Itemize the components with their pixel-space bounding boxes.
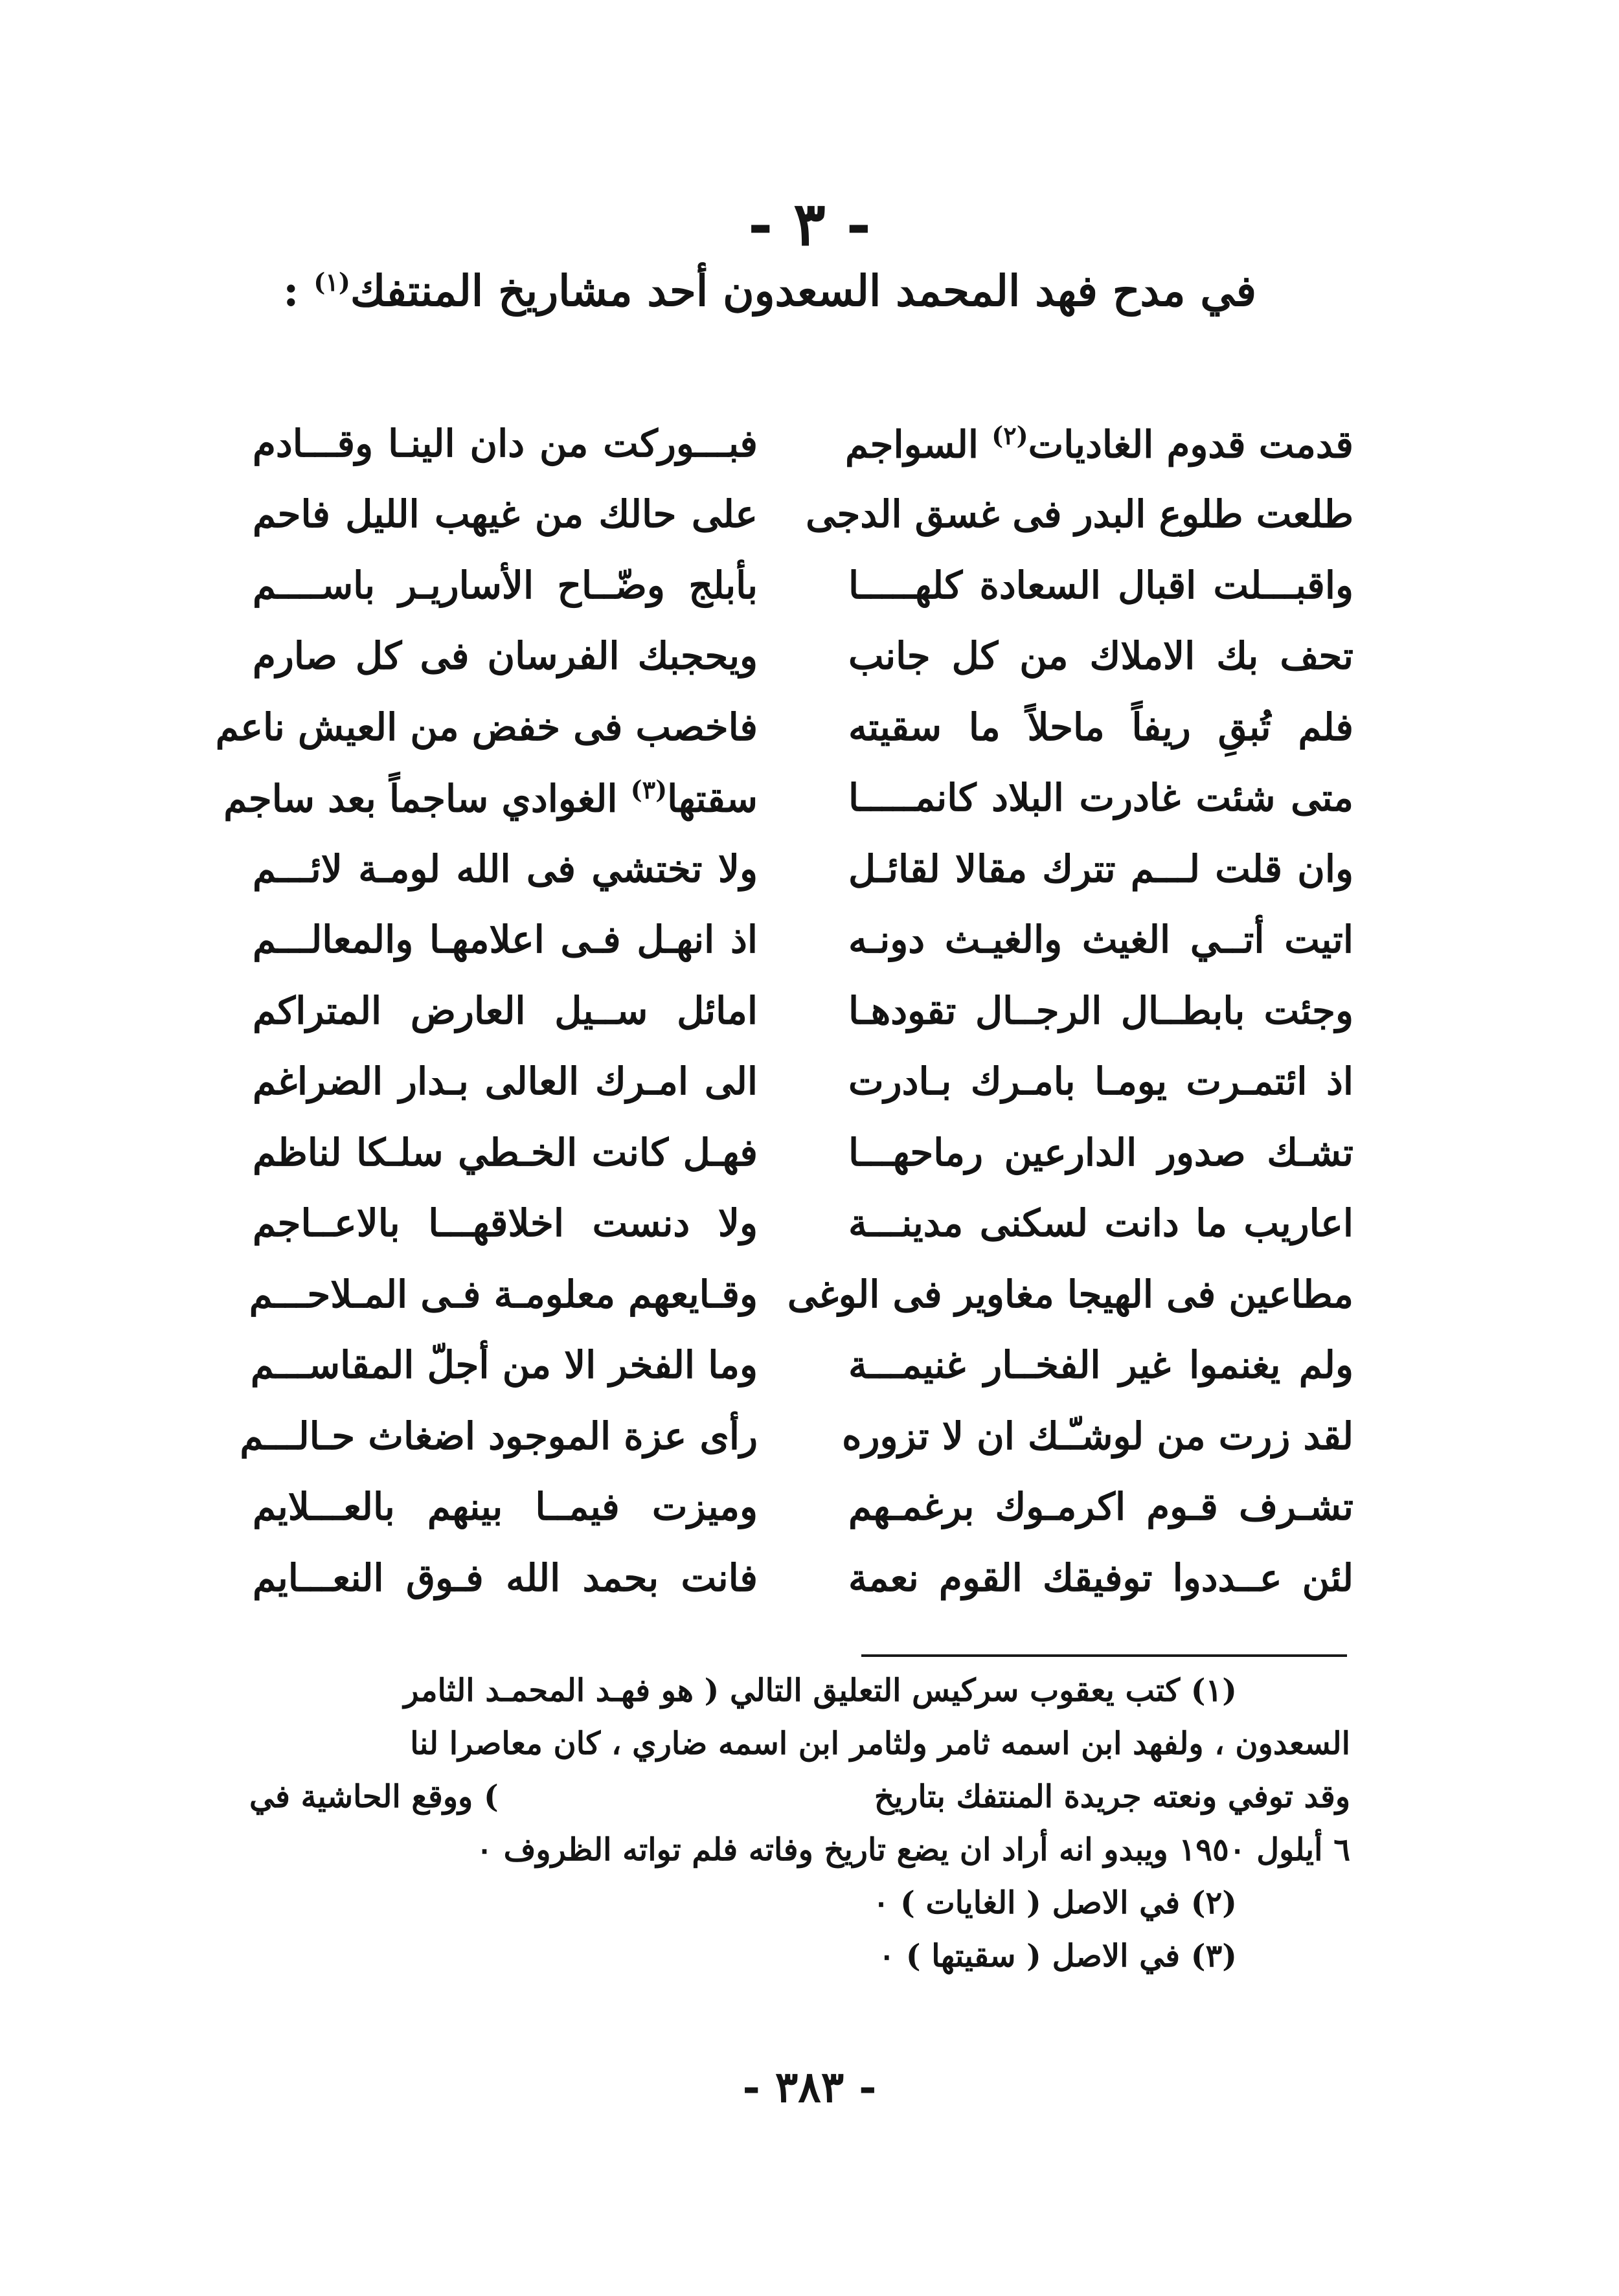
first-hemistich: تشـك صدور الدارعين رماحهـــا — [848, 1130, 1353, 1175]
first-hemistich: واقبـــلت اقبال السعادة كلهـــــا — [848, 563, 1353, 607]
title-footnote-mark: (١) — [313, 267, 350, 297]
second-hemistich: وما الفخر الا من أجلّ المقاســـم — [250, 1343, 758, 1388]
second-hemistich: بأبلج وضّــاح الأساريـر باســــم — [253, 563, 758, 607]
footnote-3: (٣) في الاصل ( سقيتها ) ٠ — [878, 1938, 1237, 1974]
verse-line — [240, 1401, 1353, 1472]
page-number: - ٣٨٣ - — [742, 2062, 877, 2112]
second-hemistich: فبـــوركت من دان الينـا وقـــادم — [253, 421, 758, 466]
verse-line — [253, 1117, 1353, 1188]
first-hemistich: اذ ائتمـرت يومـا بامـرك بـادرت — [848, 1059, 1353, 1104]
second-hemistich: فهـل كانت الخـطي سلـكا لناظم — [253, 1130, 758, 1175]
footnote-1-line-3-end: ) ووقع الحاشية في — [249, 1779, 499, 1815]
verse-line — [253, 621, 1353, 692]
second-hemistich: فاخصب فى خفض من العيش ناعم — [215, 704, 758, 749]
verse-line — [253, 1472, 1353, 1543]
first-hemistich: مطاعين فى الهيجا مغاوير فى الوغى — [787, 1272, 1353, 1316]
second-hemistich: الى امـرك العالى بـدار الضراغم — [253, 1059, 758, 1104]
poem-title — [285, 265, 1256, 317]
second-hemistich: سقتها$^{(٣)}$ الغوادي ساجماً بعد ساجم — [223, 775, 758, 821]
poem-verses — [215, 408, 1353, 1614]
second-hemistich: على حالك من غيهب الليل فاحم — [253, 492, 758, 537]
second-hemistich: وقـايعهم معلومـة فـى المـلاحـــم — [249, 1272, 758, 1316]
poem-title-text: في مدح فهد المحمد السعدون أحد مشاريخ المنتفك — [350, 265, 1256, 316]
verse-line — [250, 1330, 1353, 1401]
second-hemistich: وميزت فيمــا بينهم بالعـــلايم — [253, 1485, 758, 1529]
footnote-mark: (٢) — [991, 420, 1028, 450]
verse-line — [253, 479, 1353, 550]
first-hemistich: اعاريب ما دانت لسكنى مدينـــة — [848, 1201, 1353, 1246]
first-hemistich: طلعت طلوع البدر فى غسق الدجى — [806, 492, 1353, 537]
second-hemistich: اذ انهـل فـى اعلامهـا والمعالـــم — [253, 917, 758, 962]
verse-line — [223, 763, 1353, 834]
verse-line — [253, 550, 1353, 621]
verse-line — [253, 408, 1353, 479]
first-hemistich: فلم تُبقِ ريفاً ماحلاً ما سقيته — [848, 704, 1353, 749]
first-hemistich: متى شئت غادرت البلاد كانمـــــا — [848, 776, 1353, 820]
verse-line — [249, 1259, 1353, 1330]
first-hemistich: وان قلت لـــم تترك مقالا لقائـل — [848, 846, 1353, 891]
poem-number: - ٣ - — [748, 189, 871, 259]
second-hemistich: ولا دنست اخلاقهـــا بالاعــاجم — [253, 1201, 758, 1246]
verse-line — [253, 975, 1353, 1046]
first-hemistich: تشـرف قـوم اكرمـوك برغمـهم — [848, 1485, 1353, 1529]
first-hemistich: لئن عــددوا توفيقك القوم نعمة — [848, 1555, 1353, 1600]
first-hemistich: وجئت بابطــال الرجــال تقودهـا — [848, 988, 1353, 1033]
footnote-1-line-2: السعدون ، ولفهد ابن اسمه ثامر ولثامر ابن اسمه ضاري ، كان معاصرا لنا — [410, 1726, 1350, 1762]
footnote-2: (٢) في الاصل ( الغايات ) ٠ — [872, 1885, 1237, 1921]
verse-line — [215, 692, 1353, 763]
first-hemistich: قدمت قدوم الغاديات$^{(٢)}$ السواجم — [844, 420, 1353, 466]
poem-title-suffix: : — [283, 265, 314, 316]
footnote-1-line-1: (١) كتب يعقوب سركيس التعليق التالي ( هو فهـد المحمـد الثامر — [403, 1672, 1237, 1709]
second-hemistich: ويحجبك الفرسان فى كل صارم — [253, 634, 758, 679]
second-hemistich: امائل ســيل العارض المتراكم — [253, 988, 758, 1033]
footnote-mark: (٣) — [630, 775, 668, 805]
verse-line — [253, 833, 1353, 905]
verse-line — [253, 1542, 1353, 1614]
first-hemistich: لقد زرت من لوشـّـك ان لا تزوره — [842, 1413, 1353, 1458]
verse-line — [253, 1046, 1353, 1118]
second-hemistich: رأى عزة الموجود اضغاث حـالـــم — [240, 1413, 758, 1458]
first-hemistich: ولم يغنموا غير الفخــار غنيمـــة — [848, 1343, 1353, 1388]
verse-line — [253, 905, 1353, 976]
second-hemistich: فانت بحمد الله فـوق النعـــايم — [253, 1555, 758, 1600]
first-hemistich: اتيت أتــي الغيث والغيـث دونـه — [848, 917, 1353, 962]
footnote-1-line-4: ٦ أيلول ١٩٥٠ ويبدو انه أراد ان يضع تاريخ وفاته فلم تواته الظروف ٠ — [476, 1832, 1350, 1868]
footnote-divider — [861, 1654, 1347, 1657]
first-hemistich: تحف بك الاملاك من كل جانب — [848, 634, 1353, 679]
verse-line — [253, 1188, 1353, 1259]
footnote-1-line-3 — [249, 1770, 1350, 1823]
footnotes — [249, 1664, 1350, 1983]
footnote-1-line-3-start: وقد توفي ونعته جريدة المنتفك بتاريخ — [874, 1779, 1350, 1815]
second-hemistich: ولا تختشي فى الله لومـة لائـــم — [253, 846, 758, 891]
